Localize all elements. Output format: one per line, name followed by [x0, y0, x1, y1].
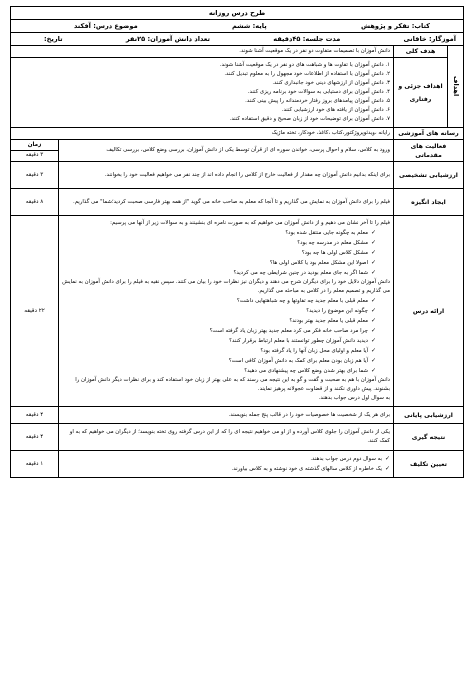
page-title: طرح درس روزانه [11, 7, 464, 20]
check-icon: ✓ [370, 239, 376, 246]
intro-row [11, 140, 464, 162]
goals-section-label: اهداف [448, 46, 464, 128]
question-item: ✓شما برای بهتر شدن وضع کلاس چه پیشنهادی می دهید؟ [244, 367, 376, 374]
goal-item: ۵. دانش آموزان پیامدهای بروز رفتار خردمندانه را پیش بینی کنند. [245, 98, 390, 104]
conclusion-label: نتیجه گیری [394, 424, 464, 451]
conclusion-text: یکی از دانش آموزان را جلوی کلاس آورده و از او می خواهیم نتیجه ای را که از این درس گرفته روی تخته بنویسد؛ از دیگران می خواهیم که به او کمک کنند. [59, 424, 394, 451]
specific-goals-list [14, 61, 390, 124]
goal-item: ۱. دانش آموزان با تفاوت ها و شباهت های دو نفر در یک موقعیت آشنا شوند. [219, 62, 390, 68]
check-icon: ✓ [370, 249, 376, 256]
final-eval-text: برای هر یک از شخصیت ها خصوصیات خود را در قالب پنج جمله بنویسند. [59, 407, 394, 424]
final-eval-time: ۴ دقیقه [11, 407, 59, 424]
presentation-outro: دانش آموزان با هم به صحبت و گفت و گو به این نتیجه می رسند که به علی بهتر از زبان خود استفاده کند و برای نظرات دیگر دانش آموزان را بشنوند. پیش داوری نکنند و از قضاوت عجولانه پرهیز نمایند. [75, 377, 390, 392]
diagnostic-row [11, 162, 464, 189]
teacher-name: آموزگار: خاقانی [403, 35, 456, 43]
header-row-2 [11, 33, 464, 46]
question-item: ✓شما اگر به جای معلم بودید در چنین شرایطی چه می کردید؟ [233, 269, 376, 276]
motivation-row [11, 189, 464, 216]
question-item: ✓اصولا این مشکل معلم بود یا کلاس اولی ها؟ [269, 259, 376, 266]
question-item: ✓چرا مرد صاحب خانه فکر می کرد معلم جدید بهتر زبان یاد گرفته است؟ [209, 327, 376, 334]
check-icon: ✓ [384, 465, 390, 472]
presentation-time: ۲۲ دقیقه [11, 216, 59, 407]
time-header: زمان [11, 141, 58, 151]
question-item: ✓آیا هم زبان بودن معلم برای کمک به دانش آموزان کافی است؟ [228, 357, 376, 364]
goal-item: ۴. دانش آموزان برای دستیابی به سوالات خود برنامه ریزی کنند. [247, 89, 390, 95]
check-icon: ✓ [370, 259, 376, 266]
check-icon: ✓ [370, 367, 376, 374]
question-item: ✓معلم قبلی با معلم جدید چه تفاوتها و چه شباهتهایی داشت؟ [236, 297, 376, 304]
specific-goals-row [11, 58, 464, 128]
question-item: ✓آیا معلم و اولیای محل زبان آنها را یاد گرفته بود؟ [260, 347, 376, 354]
check-icon: ✓ [370, 229, 376, 236]
conclusion-time: ۴ دقیقه [11, 424, 59, 451]
presentation-intro: فیلم را تا آخر نشان می دهیم و از دانش آموزان می خواهیم که به صورت نامره ای بنشینند و به سوالات زیر از آنها می پرسیم: [110, 220, 390, 226]
header-row-1 [11, 20, 464, 33]
lesson-plan-table [10, 6, 464, 478]
question-item: ✓معلم قبلی یا معلم جدید بهتر بودند؟ [289, 317, 376, 324]
general-goal-row [11, 46, 464, 58]
goal-item: ۷. دانش آموزان برای توضیحات خود از زبان صحیح و دقیق استفاده کنند. [229, 116, 390, 122]
motivation-time: ۸ دقیقه [11, 189, 59, 216]
intro-label: فعالیت های مقدماتی [394, 140, 464, 162]
check-icon: ✓ [370, 317, 376, 324]
media-label: رسانه های آموزشی [394, 128, 464, 140]
check-icon: ✓ [370, 307, 376, 314]
homework-list [62, 454, 390, 474]
motivation-label: ایجاد انگیزه [394, 189, 464, 216]
presentation-row [11, 216, 464, 407]
presentation-outro-2: به سوال اول درس جواب بدهند. [318, 395, 390, 401]
topic: موضوع درس: آفکند [74, 22, 138, 30]
intro-time: ۳ دقیقه [25, 152, 44, 158]
general-goal-label: هدف کلی [394, 46, 448, 58]
header-title-row [11, 7, 464, 20]
homework-row [11, 451, 464, 478]
question-list-1 [62, 228, 390, 278]
lesson-plan-page [10, 6, 464, 478]
grade: پایه: ششم [231, 22, 267, 30]
intro-text: ورود به کلاس، سلام و احوال پرسی، خواندن سوره ای از قرآن توسط یکی از دانش آموزان، بررسی وضع کلاس، بررسی تکالیف [59, 140, 394, 162]
media-text: رایانه ،ویدئوپروژکتور،کتاب ،کاغذ، خودکار، تخته ماژیک [11, 128, 394, 140]
goal-item: ۲. دانش آموزان با استفاده از اطلاعات خود مجهول را به معلوم تبدیل کنند. [224, 71, 390, 77]
motivation-text: فیلم را برای دانش آموزان به نمایش می گذاریم و تا آنجا که معلم به صاحب خانه می گوید "از همه بهتر فارسی صحبت کردید؛شما" می گذاریم. [59, 189, 394, 216]
presentation-label: ارائه درس [394, 216, 464, 407]
media-row [11, 128, 464, 140]
question-item: ✓مشکل کلاس اولی ها چه بود؟ [301, 249, 376, 256]
student-count: تعداد دانش آموزان: ۲۵نفر [125, 35, 210, 43]
diagnostic-label: ارزشیابی تشخیصی [394, 162, 464, 189]
final-eval-row [11, 407, 464, 424]
general-goal-text: دانش آموزان با تصمیمات متفاوت دو نفر در یک موقعیت آشنا شوند. [11, 46, 394, 58]
question-list-2 [62, 296, 390, 376]
diagnostic-text: برای اینکه بدانیم دانش آموزان چه مقدار از فعالیت خارج از کلاس را انجام داده اند از چند نفر می خواهیم فعالیت خود را بخوانند. [59, 162, 394, 189]
date-label: تاریخ: [44, 35, 63, 43]
conclusion-row [11, 424, 464, 451]
homework-item: ✓یک خاطره از کلاس سالهای گذشته ی خود نوشته و به کلاس بیاورند. [231, 465, 390, 472]
check-icon: ✓ [370, 327, 376, 334]
check-icon: ✓ [370, 337, 376, 344]
check-icon: ✓ [370, 297, 376, 304]
question-item: ✓چگونه این موضوع را دیدید؟ [306, 307, 376, 314]
homework-label: تعیین تکلیف [394, 451, 464, 478]
book-name: کتاب: تفکر و پژوهش [361, 22, 430, 30]
goal-item: ۶. دانش آموزان از یافته های خود ارزشیابی کنند. [281, 107, 390, 113]
homework-time: ۱ دقیقه [11, 451, 59, 478]
final-eval-label: ارزشیابی پایانی [394, 407, 464, 424]
diagnostic-time: ۳ دقیقه [11, 162, 59, 189]
question-item: ✓مشکل معلم در مدرسه چه بود؟ [297, 239, 376, 246]
presentation-middle: دانش آموزان دلایل خود را برای دیگران شرح می دهند و دیگران نیز نظرات خود را بیان می کنند. سپس نقیه به فیلم را برای دانش آموزان به نمایش می گذاریم و تصمیم معلم را در کلاس به مباحثه می گذاریم. [62, 279, 390, 294]
specific-goals-label: اهداف جزئی و رفتاری [394, 58, 448, 128]
session-duration: مدت جلسه: ۴۵دقیقه [273, 35, 341, 43]
homework-item: ✓به سوال دوم درس جواب بدهند. [310, 455, 390, 462]
check-icon: ✓ [370, 347, 376, 354]
question-item: ✓معلم به چگونه جایی منتقل شده بود؟ [285, 229, 376, 236]
check-icon: ✓ [370, 269, 376, 276]
question-item: ✓دیدید دانش آموزان چطور توانستند با معلم ارتباط برقرار کنند؟ [229, 337, 376, 344]
check-icon: ✓ [384, 455, 390, 462]
goal-item: ۳. دانش آموزان از ارزشهای دینی خود جانبداری کنند. [272, 80, 390, 86]
check-icon: ✓ [370, 357, 376, 364]
